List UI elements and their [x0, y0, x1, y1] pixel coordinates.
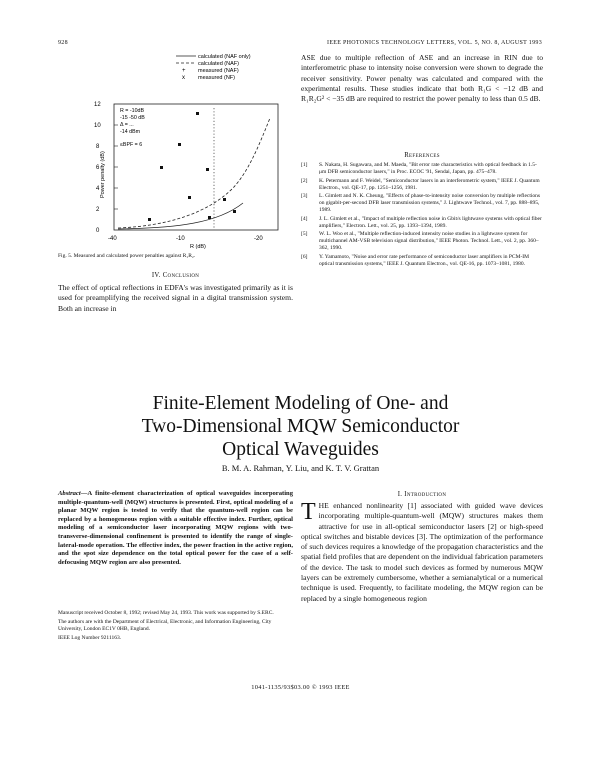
- footnote: The authors are with the Department of Electrical, Electronic, and Information Engineering, City University, London EC1V 0HB, England.: [58, 619, 272, 632]
- legend-entry-4: measured (NF): [198, 75, 235, 81]
- plot-annotation: R = -10dB: [120, 108, 144, 114]
- plot-annotation: -14 dBm: [120, 129, 141, 135]
- reference-item: [3] L. Gimlett and N. K. Cheung, "Effects of phase-to-intensity noise conversion by multiple reflections on gigabit-per-second DFB laser transmission systems," J. Lightwave Technol., vol. 7, pp. 888–895, 1989.: [301, 193, 541, 213]
- data-point: [233, 210, 236, 213]
- page-number: 928: [58, 40, 68, 46]
- data-point: [178, 143, 181, 146]
- abstract-text: —A finite-element characterization of optical waveguides incorporating multiple-quantum-well (MQW) structures is presented. First, optical modeling of a planar MQW region is tested to verify that the quantum-well region can be replaced by a homogeneous region with a suitable effective index. Further, optical modeling of a semiconductor laser incorporating MQW regions with two-transverse-dimensional confinement is presented to identify the range of single-lateral-mode operation. The effective index, the power fraction in the active region, and the spot size dependence on the total optical power for the case of a self-defocusing MQW region are also presented.: [58, 490, 293, 566]
- ytick-label: 4: [96, 186, 100, 192]
- abstract: [58, 490, 293, 567]
- measured-points: [148, 112, 236, 221]
- x-axis-label: R (dB): [190, 244, 206, 250]
- data-point: [188, 196, 191, 199]
- ytick-label: 12: [94, 102, 101, 108]
- data-point: [196, 112, 199, 115]
- legend-marker-4: x: [182, 75, 185, 81]
- footnotes: [58, 610, 293, 642]
- plot-annotation: ≤BPF = 6: [120, 142, 143, 148]
- article-title: [58, 392, 543, 461]
- reference-item: [2] K. Petermann and F. Weidel, "Semiconductor lasers in an interferometric system," IEEE J. Quantum Electron., vol. QE-17, pp. 1251–1256, 1981.: [301, 177, 540, 191]
- drop-cap: T: [301, 499, 316, 525]
- calculated-curve-dashed: [118, 118, 270, 228]
- footnote: Manuscript received October 8, 1992; revised May 24, 1993. This work was supported by S.ERC.: [58, 610, 274, 616]
- xtick-label: -40: [108, 236, 117, 242]
- footer-code: 1041-1135/93$03.00 © 1993 IEEE: [251, 684, 350, 691]
- data-point: [208, 216, 211, 219]
- legend-entry-2: calculated (NAF): [198, 61, 239, 67]
- reference-item: [4] J. L. Gimlett et al., "Impact of multiple reflection noise in Gbit/s lightwave systems with optical fiber amplifiers," Electron. Lett., vol. 25, pp. 1393–1394, 1989.: [301, 215, 542, 229]
- legend-entry-3: measured (NAF): [198, 68, 239, 74]
- calculated-curve-solid: [118, 203, 243, 229]
- title-line: Optical Waveguides: [222, 439, 379, 460]
- ytick-label: 0: [96, 228, 100, 234]
- right-column-text: ASE due to multiple reflection of ASE and an increase in RIN due to interferometric phase to intensity noise conversion were shown to degrade the receiver sensitivity. Power penalty was calculated and compared with the experimental results. These studies indicate that both R₁G < −12 dB and R₁R₂G² < −35 dB are required to restrict the power penalty to less than 0.5 dB.: [301, 53, 543, 104]
- data-point: [148, 218, 151, 221]
- legend-entry-1: calculated (NAF only): [198, 54, 251, 60]
- data-point: [160, 166, 163, 169]
- xtick-label: -10: [176, 236, 185, 242]
- abstract-label: Abstract: [58, 490, 81, 497]
- xtick-label: -20: [254, 236, 263, 242]
- figure-legend: [176, 54, 251, 81]
- plot-annotation: Δ = ...: [120, 122, 134, 128]
- y-axis-label: Power penalty (dB): [100, 151, 106, 198]
- plot-annotation: -15 -50 dB: [120, 115, 145, 121]
- data-point: [223, 198, 226, 201]
- journal-header: IEEE PHOTONICS TECHNOLOGY LETTERS, VOL. 5, NO. 8, AUGUST 1993: [327, 40, 542, 46]
- references-heading: References: [404, 152, 440, 159]
- plot-frame: [114, 104, 278, 230]
- ytick-label: 6: [96, 165, 100, 171]
- legend-marker-3: +: [182, 68, 186, 74]
- reference-list: [301, 162, 543, 269]
- data-point: [206, 168, 209, 171]
- title-line: Finite-Element Modeling of One- and: [152, 393, 449, 414]
- figure-caption: Fig. 5. Measured and calculated power penalties against R₁R₂.: [58, 253, 196, 259]
- introduction-heading: I. Introduction: [397, 491, 447, 498]
- ytick-label: 8: [96, 144, 100, 150]
- title-line: Two-Dimensional MQW Semiconductor: [141, 416, 460, 437]
- ytick-label: 10: [94, 123, 101, 129]
- reference-item: [5] W. L. Woo et al., "Multiple reflection-induced intensity noise studies in a lightwave system for multichannel AM-VSB television signal distribution," IEEE Photon. Technol. Lett., vol. 2, pp. 360–362, 1990.: [301, 231, 539, 251]
- reference-item: [6] Y. Yamamoto, "Noise and error rate performance of semiconductor laser amplifiers in PCM-IM optical transmission systems," IEEE J. Quantum Electron., vol. QE-16, pp. 1073–1081, 1980.: [301, 253, 530, 267]
- footnote: IEEE Log Number 9211163.: [58, 635, 122, 641]
- ytick-label: 2: [96, 207, 100, 213]
- figure-plot: [58, 48, 288, 253]
- conclusion-text: The effect of optical reflections in EDFA's was investigated primarily as it is used for preamplifying the received signal in a digital transmission system. Both an increase in: [58, 283, 293, 313]
- conclusion-heading: IV. Conclusion: [151, 272, 200, 279]
- introduction-text: THE enhanced nonlinearity [1] associated with guided wave devices incorporating multiple-quantum-well (MQW) structures makes them attractive for use in all-optical semiconductor lasers [2] or high-speed optical switches and bistable devices [3]. The optimization of the performance of such devices requires a knowledge of the propagation characteristics and the spatial field profiles that are dependent on the individual fabrication parameters of the device. The task to model such devices as formed by numerous MQW layers can be extremely cumbersome, whether a semianalytical or a numerical technique is used. Frequently, to facilitate modeling, the MQW region can be replaced by a single homogeneous region: [301, 499, 543, 603]
- reference-item: [1] S. Nakata, H. Sugawara, and M. Maeda, "Bit error rate characteristics with optical feedback in 1.5-μm DFB semiconductor lasers," in Proc. ECOC '91, Sendai, Japan, pp. 475–478.: [301, 162, 537, 175]
- authors: B. M. A. Rahman, Y. Liu, and K. T. V. Grattan: [221, 463, 380, 473]
